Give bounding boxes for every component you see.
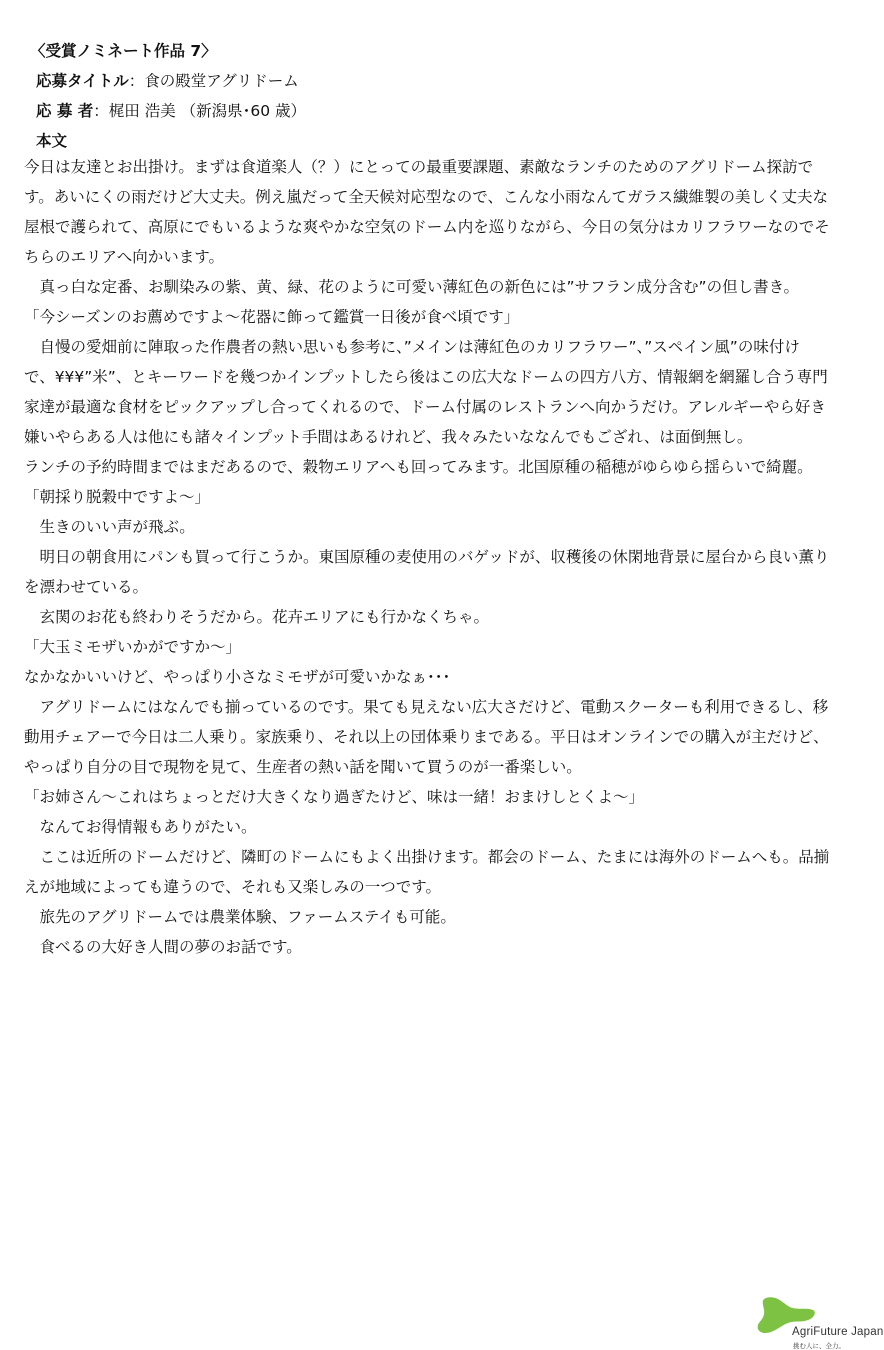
entry-title-label: 応募タイトル: [36, 72, 129, 90]
body-label: 本文: [36, 132, 68, 150]
applicant-line: [36, 96, 836, 126]
entry-title-line: [36, 66, 836, 96]
story-paragraph: なんてお得情報もありがたい。: [39, 818, 257, 836]
story-paragraph: 生きのいい声が飛ぶ。: [39, 518, 195, 536]
story-paragraph: 明日の朝食用にパンも買って行こうか。東国原種の麦使用のバゲッドが、収穫後の休閑地背景に屋台から良い薫りを漂わせている。: [24, 548, 830, 596]
agrifuture-logo: [756, 1296, 884, 1350]
story-paragraph: 自慢の愛畑前に陣取った作農者の熱い思いも参考に、”メインは薄紅色のカリフラワー”、”スペイン風”の味付けで、¥¥¥”米”、とキーワードを幾つかインプットしたら後はこの広大なドームの四方八方、情報網を網羅し合う専門家達が最適な食材をピックアップし合ってくれるので、ドーム付属のレストランへ向かうだけ。アレルギーやら好き嫌いやらある人は他にも諸々インプット手間はあるけれど、我々みたいななんでもござれ、は面倒無し。: [24, 338, 828, 446]
story-paragraph: ランチの予約時間まではまだあるので、穀物エリアへも回ってみます。北国原種の稲穂がゆらゆら揺らいで綺麗。: [24, 458, 813, 476]
story-paragraph: 今日は友達とお出掛け。まずは食道楽人（？）にとっての最重要課題、素敵なランチのためのアグリドーム探訪です。あいにくの雨だけど大丈夫。例え嵐だって全天候対応型なので、こんな小雨なんてガラス繊維製の美しく丈夫な屋根で護られて、高原にでもいるような爽やかな空気のドーム内を巡りながら、今日の気分はカリフラワーなのでそちらのエリアへ向かいます。: [24, 158, 830, 266]
story-paragraph: 真っ白な定番、お馴染みの紫、黄、緑、花のように可愛い薄紅色の新色には”サフラン成分含む”の但し書き。: [39, 278, 799, 296]
story-paragraph: 「お姉さん～これはちょっとだけ大きくなり過ぎたけど、味は一緒！おまけしとくよ～」: [24, 788, 645, 806]
story-paragraph: 旅先のアグリドームでは農業体験、ファームステイも可能。: [39, 908, 456, 926]
story-paragraph: なかなかいいけど、やっぱり小さなミモザが可愛いかなぁ･･･: [24, 668, 451, 686]
story-paragraph: 「大玉ミモザいかがですか～」: [24, 638, 242, 656]
entry-header: [30, 36, 836, 156]
logo-name: AgriFuture Japan: [792, 1326, 884, 1338]
story-paragraph: アグリドームにはなんでも揃っているのです。果ても見えない広大さだけど、電動スクーターも利用できるし、移動用チェアーで今日は二人乗り。家族乗り、それ以上の団体乗りまである。平日はオンラインでの購入が主だけど、やっぱり自分の目で現物を見て、生産者の熱い話を聞いて買うのが一番楽しい。: [24, 698, 829, 776]
story-paragraph: 食べるの大好き人間の夢のお話です。: [39, 938, 302, 956]
story-paragraph: 玄関のお花も終わりそうだから。花卉エリアにも行かなくちゃ。: [39, 608, 490, 626]
story-paragraph: 「今シーズンのお薦めですよ～花器に飾って鑑賞一日後が食べ頃です」: [24, 308, 520, 326]
applicant-label: 応 募 者: [36, 102, 94, 120]
story-body: [24, 152, 830, 962]
entry-heading: 〈受賞ノミネート作品 7〉: [30, 42, 217, 60]
applicant-value: ：梶田 浩美 （新潟県･60 歳）: [93, 102, 307, 120]
logo-tagline: 挑む人に、全力。: [793, 1342, 845, 1350]
story-paragraph: ここは近所のドームだけど、隣町のドームにもよく出掛けます。都会のドーム、たまには海外のドームへも。品揃えが地域によっても違うので、それも又楽しみの一つです。: [24, 848, 830, 896]
entry-title-value: ：食の殿堂アグリドーム: [128, 72, 299, 90]
story-paragraph: 「朝採り脱穀中ですよ～」: [24, 488, 211, 506]
